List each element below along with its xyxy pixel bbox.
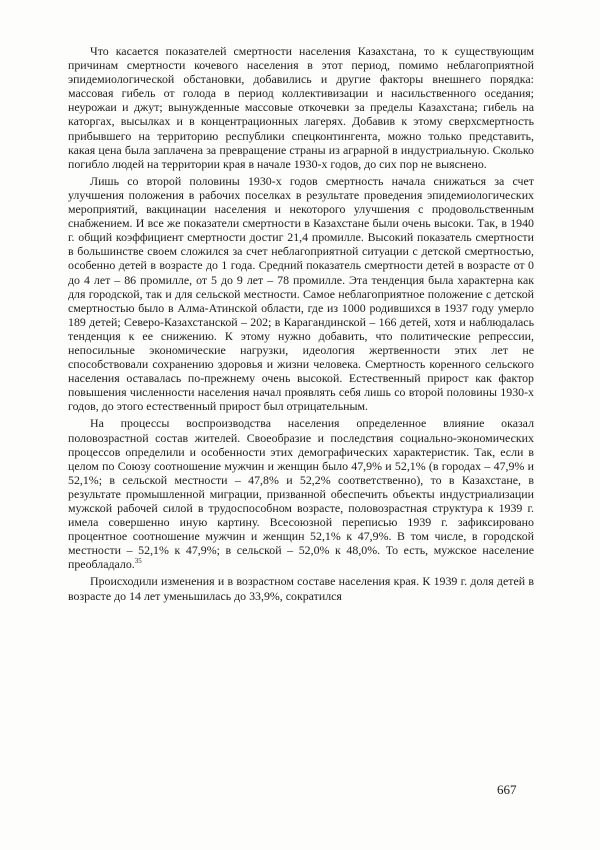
paragraph-sex-age-text: На процессы воспроизводства населения определенное влияние оказал половозрастной состав жителей. Своеобразие и последствия социально-экономических процессов определили и особенности этих демографических характеристик. Так, если в целом по Союзу соотношение мужчин и женщин было 47,9% и 52,1% (в городах – 47,9% и 52,1%; в сельской местности – 47,8% и 52,2% соответственно), то в Казахстане, в результате промышленной миграции, призванной обеспечить объекты индустриализации мужской рабочей силой в трудоспособном возрасте, половозрастная структура к 1939 г. имела совершенно иную картину. Всесоюзной переписью 1939 г. зафиксировано процентное соотношение мужчин и женщин 52,1% к 47,9%. В том числе, в городской местности – 52,1% к 47,9%; в сельской – 52,0% к 48,0%. То есть, мужское население преобладало.: [68, 416, 534, 572]
paragraph-mortality-causes: Что касается показателей смертности населения Казахстана, то к существующим причинам смертности кочевого населения в этот период, помимо неблагоприятной эпидемиологической обстановки, добавились и другие факторы внешнего порядка: массовая гибель от голода в период коллективизации и насильственного оседания; неурожаи и джут; вынужденные массовые откочевки за пределы Казахстана; гибель на каторгах, высылках и в концентрационных лагерях. Добавив к этому сверхсмертность прибывшего на территорию республики спецконтингента, можно только представить, какая цена была заплачена за превращение страны из аграрной в индустриальную. Сколько погибло людей на территории края в начале 1930-х годов, до сих пор не выяснено.: [68, 44, 534, 171]
paragraph-age-composition: Происходили изменения и в возрастном составе населения края. К 1939 г. доля детей в возрасте до 14 лет уменьшилась до 33,9%, сократился: [68, 574, 534, 603]
paragraph-sex-age-structure: [68, 416, 534, 571]
paragraph-mortality-decline: Лишь со второй половины 1930-х годов смертность начала снижаться за счет улучшения положения в рабочих поселках в результате проведения эпидемиологических мероприятий, вакцинации населения и некоторого улучшения с продовольственным снабжением. И все же показатели смертности в Казахстане были очень высоки. Так, в 1940 г. общий коэффициент смертности достиг 21,4 промилле. Высокий показатель смертности в большинстве своем сложился за счет неблагоприятной ситуации с детской смертностью, особенно детей в возрасте до 1 года. Средний показатель смертности детей в возрасте от 0 до 4 лет – 86 промилле, от 5 до 9 лет – 78 промилле. Эта тенденция была характерна как для городской, так и для сельской местности. Самое неблагоприятное положение с детской смертностью было в Алма-Атинской области, где из 1000 родившихся в 1937 году умерло 189 детей; Северо-Казахстанской – 202; в Карагандинской – 166 детей, хотя и наблюдалась тенденция к ее снижению. К этому нужно добавить, что политические репрессии, непосильные экономические нагрузки, идеология жертвенности этих лет не способствовали сохранению здоровья и жизни человека. Смертность коренного сельского населения оставалась по-прежнему очень высокой. Естественный прирост как фактор повышения численности населения начал проявлять себя лишь со второй половины 1930-х годов, до этого естественный прирост был отрицательным.: [68, 173, 534, 414]
page-number: 667: [497, 782, 517, 797]
footnote-reference[interactable]: 35: [134, 557, 142, 566]
page-text: [68, 44, 534, 603]
